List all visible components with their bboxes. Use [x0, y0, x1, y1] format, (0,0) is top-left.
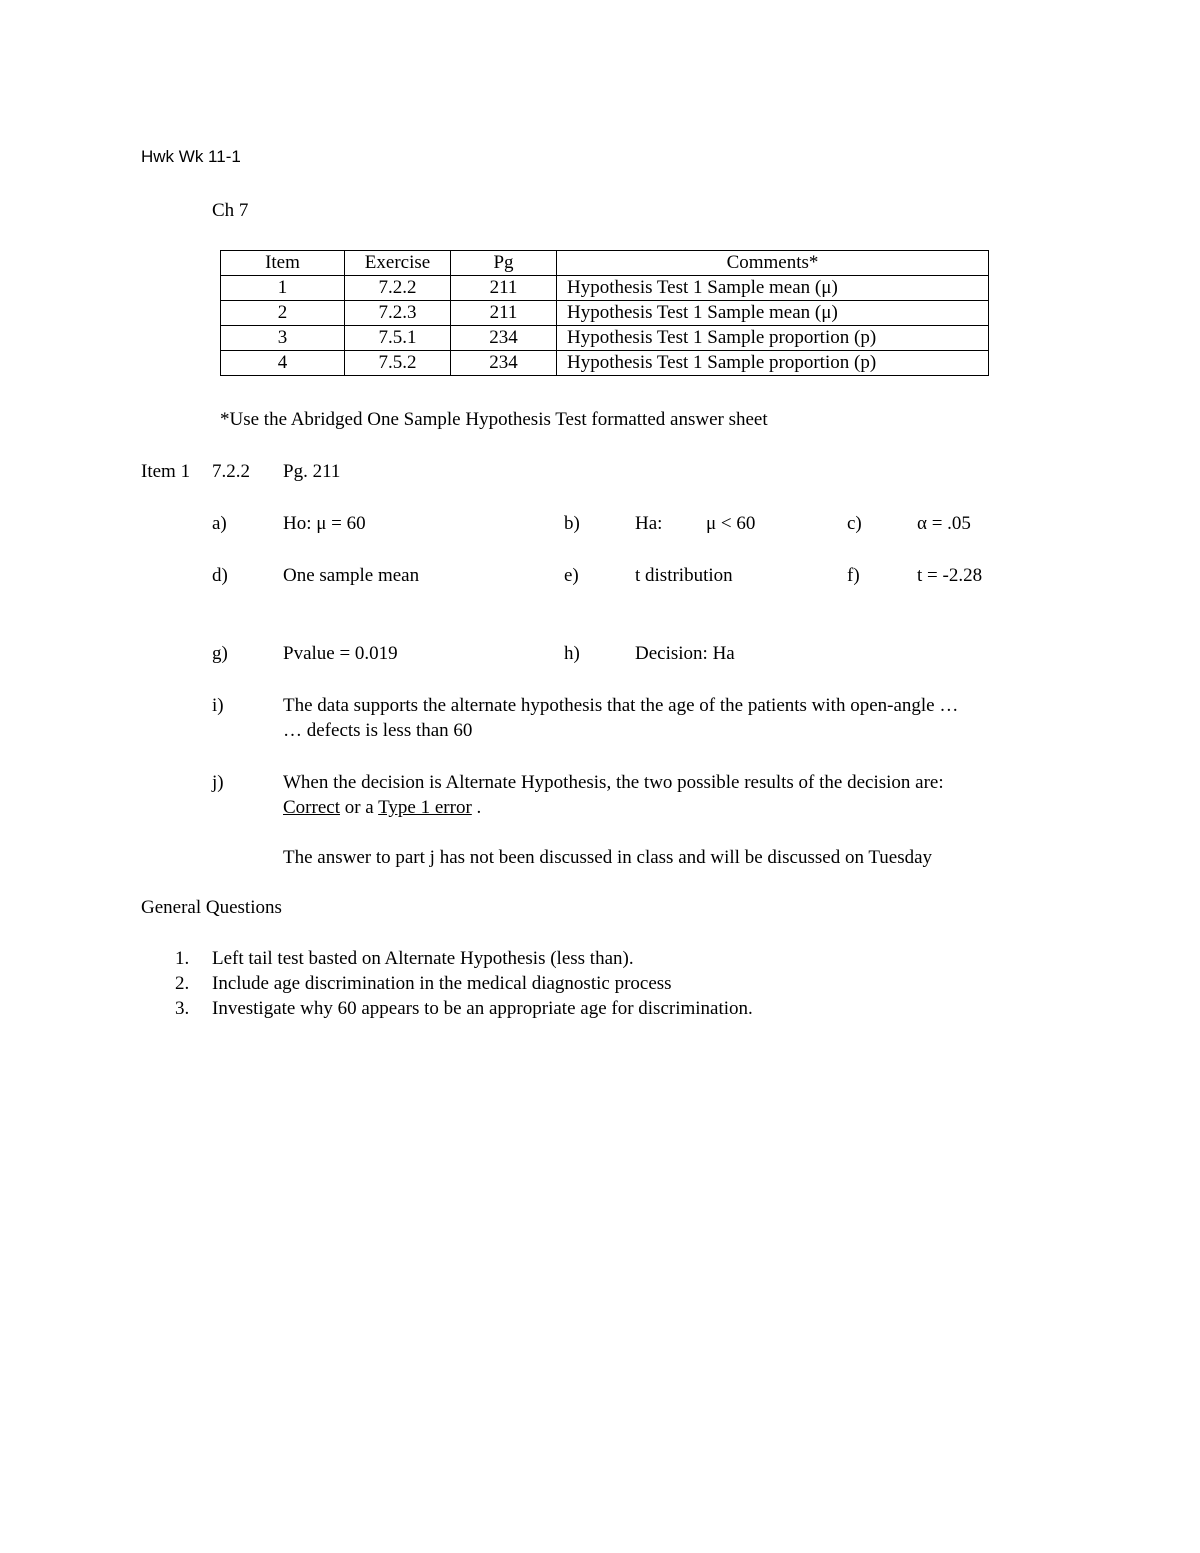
table-cell-pg: 234: [451, 326, 557, 351]
table-cell-comments: Hypothesis Test 1 Sample proportion (p): [557, 351, 989, 376]
part-h-letter: h): [564, 643, 580, 664]
table-cell-pg: 234: [451, 351, 557, 376]
part-d-test-type: One sample mean: [283, 565, 420, 586]
part-i-conclusion-line1: The data supports the alternate hypothesis that the age of the patients with open-angle …: [283, 695, 959, 716]
item1-exercise: 7.2.2: [212, 461, 250, 482]
table-cell-comments: Hypothesis Test 1 Sample mean (μ): [557, 301, 989, 326]
part-j-letter: j): [212, 772, 224, 793]
part-d-letter: d): [212, 565, 228, 586]
table-cell-pg: 211: [451, 276, 557, 301]
table-row: [221, 351, 989, 376]
list-item-text: Investigate why 60 appears to be an appropriate age for discrimination.: [212, 998, 753, 1019]
part-a-null-hypothesis: Ho: μ = 60: [283, 513, 366, 534]
table-header-item: Item: [221, 251, 345, 276]
table-header-row: [221, 251, 989, 276]
table-cell-comments: Hypothesis Test 1 Sample proportion (p): [557, 326, 989, 351]
part-b-letter: b): [564, 513, 580, 534]
table-cell-exercise: 7.5.1: [345, 326, 451, 351]
list-item-text: Include age discrimination in the medical diagnostic process: [212, 973, 672, 994]
part-i-letter: i): [212, 695, 224, 716]
part-b-label: Ha:: [635, 513, 663, 534]
part-j-correct: Correct: [283, 797, 340, 818]
part-e-distribution: t distribution: [635, 565, 733, 586]
list-item-number: 1.: [175, 948, 190, 969]
table-row: [221, 276, 989, 301]
table-cell-exercise: 7.2.2: [345, 276, 451, 301]
part-j-question: When the decision is Alternate Hypothesis, the two possible results of the decision are:: [283, 772, 944, 793]
list-item-number: 3.: [175, 998, 190, 1019]
list-item-text: Left tail test basted on Alternate Hypothesis (less than).: [212, 948, 634, 969]
part-c-alpha: α = .05: [917, 513, 971, 534]
part-j-note: The answer to part j has not been discussed in class and will be discussed on Tuesday: [283, 847, 933, 868]
table-cell-item: 1: [221, 276, 345, 301]
list-item-number: 2.: [175, 973, 190, 994]
part-h-decision: Decision: Ha: [635, 643, 735, 664]
part-j-answer: [283, 797, 481, 819]
part-i-conclusion-line2: … defects is less than 60: [283, 720, 473, 741]
part-a-letter: a): [212, 513, 227, 534]
table-row: [221, 301, 989, 326]
table-cell-item: 3: [221, 326, 345, 351]
exercise-table: [220, 250, 989, 376]
general-questions-list: [175, 946, 753, 1021]
item1-page: Pg. 211: [283, 461, 341, 482]
part-f-test-statistic: t = -2.28: [917, 565, 983, 586]
table-header-pg: Pg: [451, 251, 557, 276]
part-g-letter: g): [212, 643, 228, 664]
part-c-letter: c): [847, 513, 862, 534]
general-questions-heading: General Questions: [141, 897, 282, 918]
item1-label: Item 1: [141, 461, 191, 482]
table-footnote: *Use the Abridged One Sample Hypothesis Test formatted answer sheet: [220, 409, 768, 430]
part-j-end: .: [471, 797, 482, 818]
part-f-letter: f): [847, 565, 860, 586]
table-header-comments: Comments*: [557, 251, 989, 276]
table-cell-exercise: 7.5.2: [345, 351, 451, 376]
part-j-or-a: or a: [339, 797, 379, 818]
list-item: [175, 996, 753, 1021]
table-cell-comments: Hypothesis Test 1 Sample mean (μ): [557, 276, 989, 301]
table-cell-exercise: 7.2.3: [345, 301, 451, 326]
table-cell-item: 4: [221, 351, 345, 376]
list-item: [175, 946, 753, 971]
part-g-pvalue: Pvalue = 0.019: [283, 643, 398, 664]
chapter-heading: Ch 7: [212, 200, 249, 221]
list-item: [175, 971, 753, 996]
part-j-type1-error: Type 1 error: [378, 797, 472, 818]
part-e-letter: e): [564, 565, 579, 586]
document-title: Hwk Wk 11-1: [141, 147, 241, 166]
part-b-alternate-hypothesis: μ < 60: [706, 513, 756, 534]
table-header-exercise: Exercise: [345, 251, 451, 276]
table-row: [221, 326, 989, 351]
table-cell-pg: 211: [451, 301, 557, 326]
table-cell-item: 2: [221, 301, 345, 326]
